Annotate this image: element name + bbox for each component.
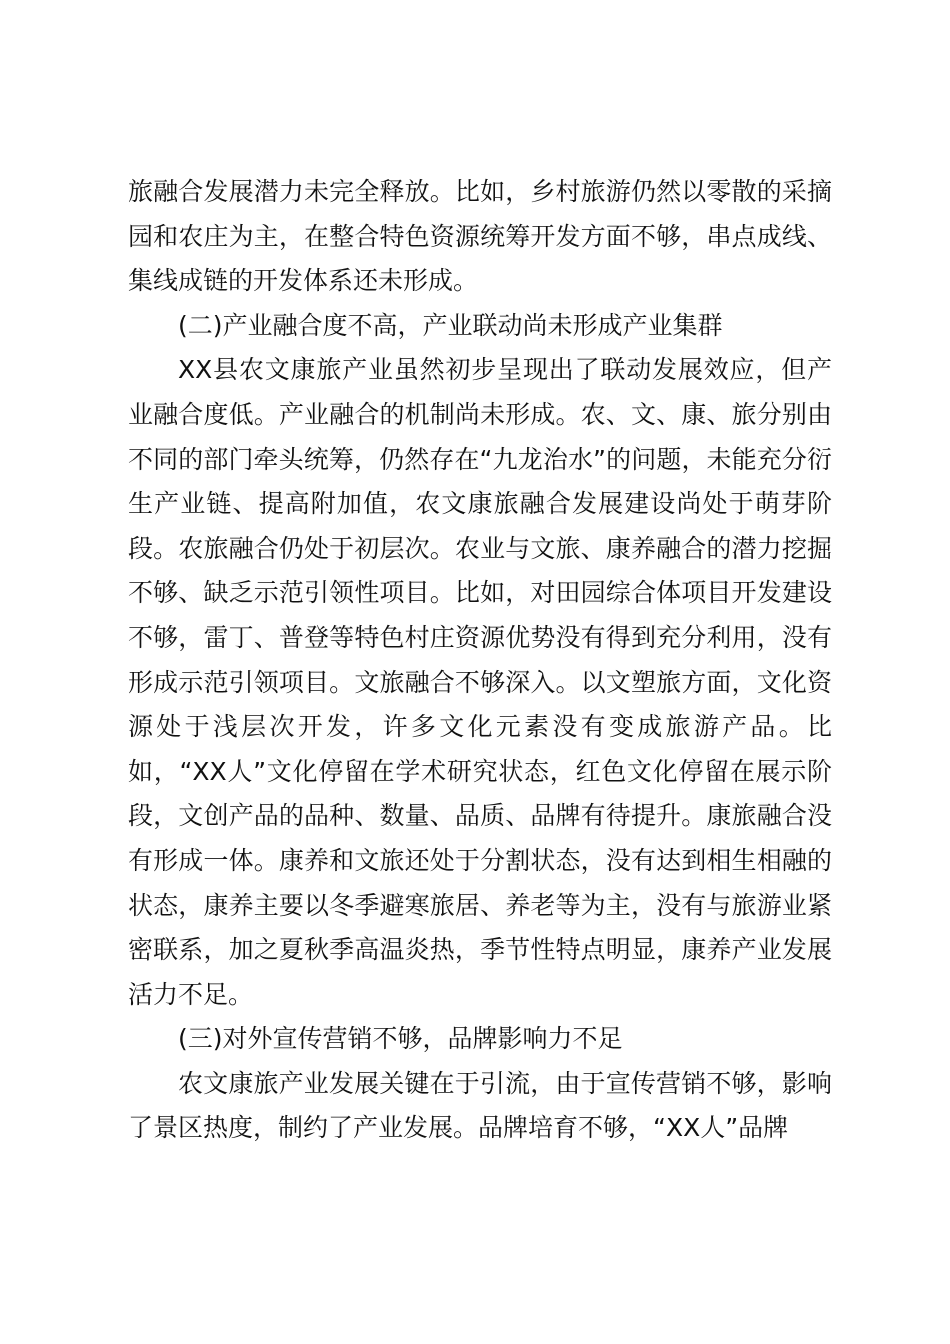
paragraph-industry-integration: XX县农文康旅产业虽然初步呈现出了联动发展效应，但产业融合度低。产业融合的机制尚未形成。农、文、康、旅分别由不同的部门牵头统筹，仍然存在“九龙治水”的问题，未能充分衍生产业链、提高附加值，农文康旅融合发展建设尚处于萌芽阶段。农旅融合仍处于初层次。农业与文旅、康养融合的潜力挖掘不够、缺乏示范引领性项目。比如，对田园综合体项目开发建设不够，雷丁、普登等特色村庄资源优势没有得到充分利用，没有形成示范引领项目。文旅融合不够深入。以文塑旅方面，文化资源处于浅层次开发，许多文化元素没有变成旅游产品。比如，“XX人”文化停留在学术研究状态，红色文化停留在展示阶段，文创产品的品种、数量、品质、品牌有待提升。康旅融合没有形成一体。康养和文旅还处于分割状态，没有达到相生相融的状态，康养主要以冬季避寒旅居、养老等为主，没有与旅游业紧密联系，加之夏秋季高温炎热，季节性特点明显，康养产业发展活力不足。 — [128, 355, 832, 1009]
paragraph-marketing: 农文康旅产业发展关键在于引流，由于宣传营销不够，影响了景区热度，制约了产业发展。品牌培育不够，“XX人”品牌 — [128, 1068, 832, 1143]
section-heading-2: (二)产业融合度不高，产业联动尚未形成产业集群 — [178, 310, 723, 340]
section-heading-3: (三)对外宣传营销不够，品牌影响力不足 — [178, 1024, 623, 1054]
document-body — [128, 170, 832, 1151]
paragraph-continuation: 旅融合发展潜力未完全释放。比如，乡村旅游仍然以零散的采摘园和农庄为主，在整合特色资源统筹开发方面不够，串点成线、集线成链的开发体系还未形成。 — [128, 177, 832, 296]
